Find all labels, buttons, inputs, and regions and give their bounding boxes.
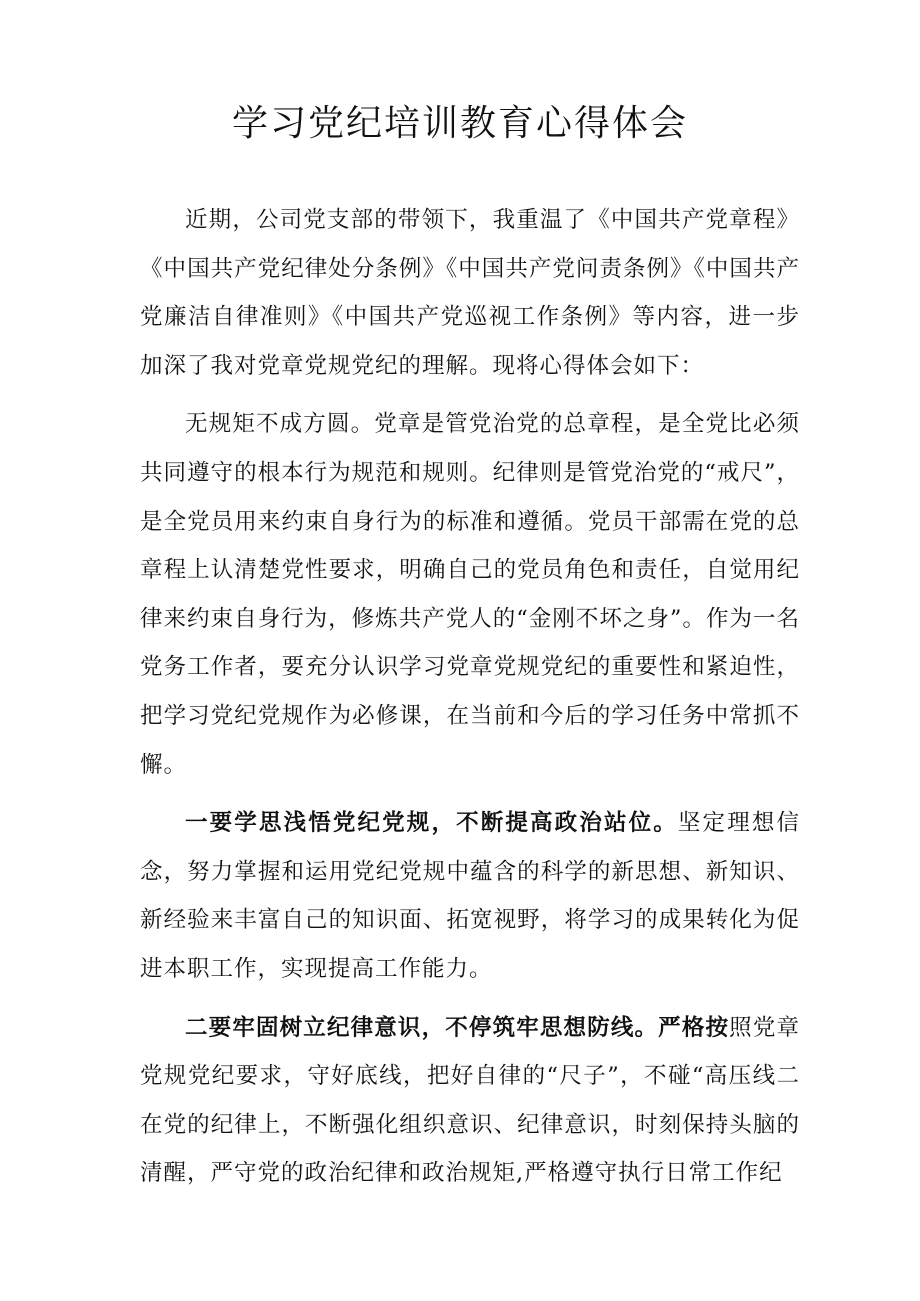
paragraph-rules — [140, 400, 800, 789]
document-title: 学习党纪培训教育心得体会 — [231, 103, 688, 144]
paragraph-text: 坚定理想信念，努力掌握和运用党纪党规中蕴含的科学的新思想、新知识、新经验来丰富自己的知识面、拓宽视野，将学习的成果转化为促进本职工作，实现提高工作能力。 — [140, 810, 800, 982]
paragraph-text: 照党章党规党纪要求，守好底线，把好自律的“尺子”，不碰“高压线二在党的纪律上，不断强化组织意识、纪律意识，时刻保持头脑的清醒，严守党的政治纪律和政治规矩,严格遵守执行日常工作纪 — [140, 1014, 800, 1187]
paragraph-point-one — [140, 799, 800, 993]
paragraph-point-two — [140, 1004, 800, 1198]
paragraph-text: 近期，公司党支部的带领下，我重温了《中国共产党章程》《中国共产党纪律处分条例》《中国共产党问责条例》《中国共产党廉洁自律准则》《中国共产党巡视工作条例》等内容，进一步加深了我对党章党规党纪的理解。现将心得体会如下： — [140, 207, 800, 379]
paragraph-text: 无规矩不成方圆。党章是管党治党的总章程，是全党比必须共同遵守的根本行为规范和规则。纪律则是管党治党的“戒尺”，是全党员用来约束自身行为的标准和遵循。党员干部需在党的总章程上认清楚党性要求，明确自己的党员角色和责任，自觉用纪律来约束自身行为，修炼共产党人的“金刚不坏之身”。作为一名党务工作者，要充分认识学习党章党规党纪的重要性和紧迫性，把学习党纪党规作为必修课，在当前和今后的学习任务中常抓不懈。 — [140, 411, 800, 778]
paragraph-heading: 一要学思浅悟党纪党规，不断提高政治站位。 — [185, 810, 678, 837]
paragraph-heading: 二要牢固树立纪律意识，不停筑牢思想防线。严格按 — [185, 1014, 730, 1041]
paragraph-intro — [140, 196, 800, 390]
document-body — [140, 196, 800, 1198]
